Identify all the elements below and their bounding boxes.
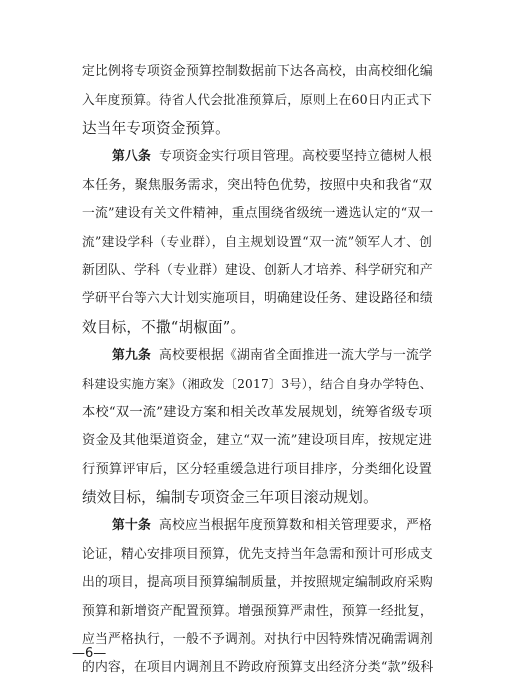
text-line: 资金及其他渠道资金，建立“双一流”建设项目库，按规定进 bbox=[82, 433, 432, 449]
text-line: 的内容，在项目内调剂且不跨政府预算支出经济分类“款”级科 bbox=[82, 660, 434, 676]
text-line: 出的项目，提高项目预算编制质量，并按照规定编制政府采购 bbox=[82, 575, 433, 591]
page-number: —6— bbox=[72, 646, 107, 661]
article-8-text: 专项资金实行项目管理。高校要坚持立德树人根 bbox=[159, 149, 432, 165]
article-label-8: 第八条 bbox=[112, 149, 151, 165]
text-line: 科建设实施方案》（湘政发〔2017〕3号），结合自身办学特色、 bbox=[82, 377, 432, 392]
text-line: 流”建设学科（专业群），自主规划设置“双一流”领军人才、创 bbox=[82, 234, 432, 250]
article-9-first-line bbox=[82, 342, 432, 370]
article-10-first-line bbox=[82, 512, 432, 540]
text-line: 效目标，不撒“胡椒面”。 bbox=[82, 318, 246, 336]
text-line: 定比例将专项资金预算控制数据前下达各高校，由高校细化编 bbox=[82, 64, 433, 79]
article-10-text: 高校应当根据年度预算数和相关管理要求，严格 bbox=[159, 518, 432, 534]
text-line: 应当严格执行，一般不予调剂。对执行中因特殊情况确需调剂 bbox=[82, 632, 433, 647]
article-8-first-line bbox=[82, 143, 432, 171]
article-label-10: 第十条 bbox=[112, 518, 151, 534]
text-line: 预算和新增资产配置预算。增强预算严肃性，预算一经批复， bbox=[82, 603, 433, 619]
text-line: 论证，精心安排项目预算，优先支持当年急需和预计可形成支 bbox=[82, 546, 433, 562]
article-9-text: 高校要根据《湖南省全面推进一流大学与一流学 bbox=[159, 348, 432, 363]
text-line: 新团队、学科（专业群）建设、创新人才培养、科学研究和产 bbox=[82, 262, 433, 278]
text-line: 本校“双一流”建设方案和相关改革发展规划，统筹省级专项 bbox=[82, 404, 432, 420]
text-line: 入年度预算。待省人代会批准预算后，原则上在60日内正式下 bbox=[82, 92, 432, 108]
text-line: 达当年专项资金预算。 bbox=[82, 119, 230, 137]
text-line: 绩效目标，编制专项资金三年项目滚动规划。 bbox=[82, 489, 378, 506]
article-label-9: 第九条 bbox=[112, 348, 151, 363]
text-line: 本任务，聚焦服务需求，突出特色优势，按照中央和我省“双 bbox=[82, 177, 433, 193]
text-line: 学研平台等六大计划实施项目，明确建设任务、建设路径和绩 bbox=[82, 291, 433, 307]
text-line: 行预算评审后，区分轻重缓急进行项目排序，分类细化设置 bbox=[82, 461, 432, 477]
text-line: 一流”建设有关文件精神，重点围绕省级统一遴选认定的“双一 bbox=[82, 206, 434, 221]
